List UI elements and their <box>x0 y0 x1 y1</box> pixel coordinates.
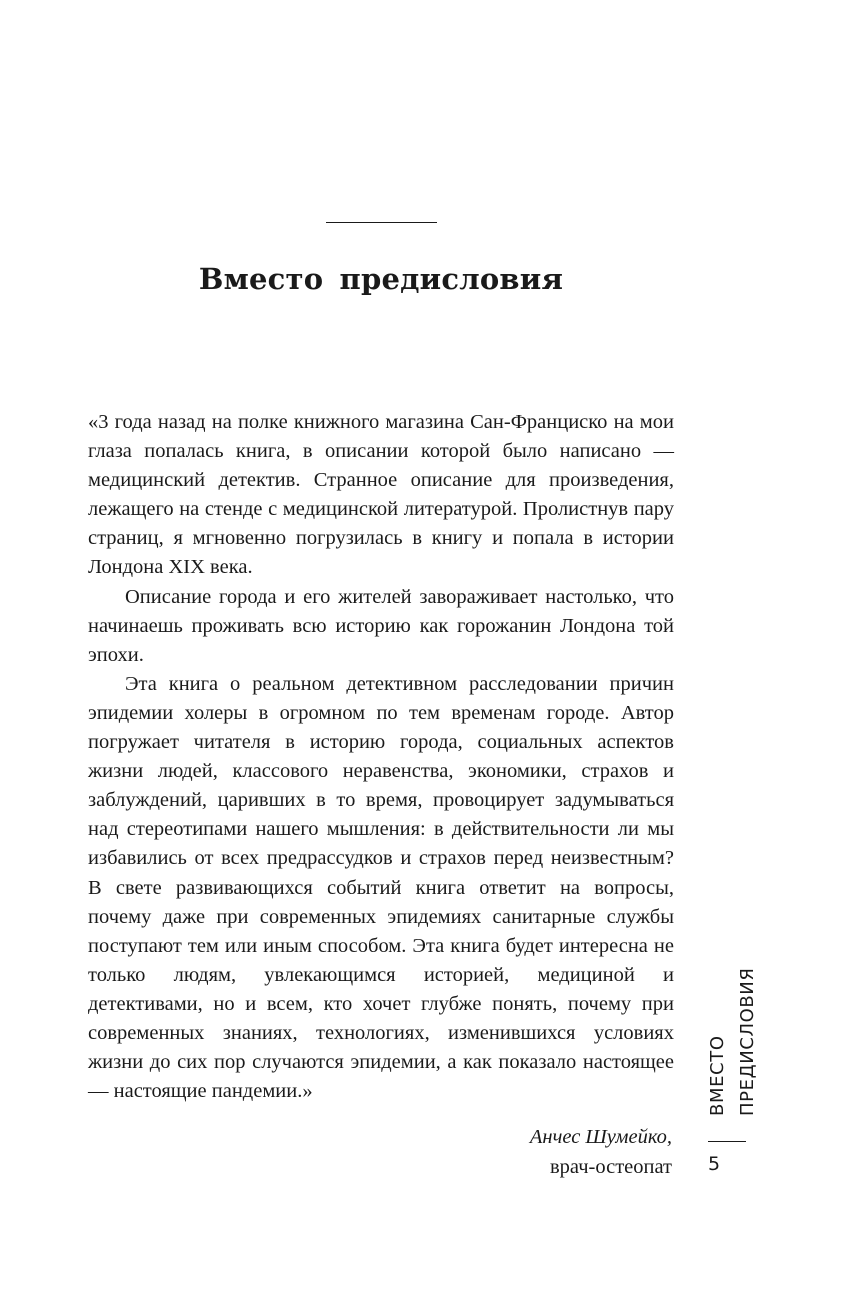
signature-author: Анчес Шумейко, <box>529 1126 672 1148</box>
signature <box>400 1123 672 1182</box>
page-number: 5 <box>708 1153 721 1175</box>
page-number-rule <box>708 1141 746 1142</box>
paragraph-2: Описание города и его жителей завораживает настолько, что начинаешь проживать всю историю как горожанин Лондона той эпохи. <box>88 585 674 666</box>
running-head: ВМЕСТО ПРЕДИСЛОВИЯ <box>707 967 758 1116</box>
top-divider <box>326 222 437 223</box>
foreword-text <box>88 408 674 1106</box>
paragraph-1: «3 года назад на полке книжного магазина Сан-Франциско на мои глаза попалась книга, в описании которой было написано — медицинский детектив. Странное описание для произведения, лежащего на стенде с медицинской литературой. Пролистнув пару страниц, я мгновенно погрузилась в книгу и попала в истории Лондона XIX века. <box>88 411 674 579</box>
signature-role: врач-остеопат <box>549 1155 672 1178</box>
paragraph-3: Эта книга о реальном детективном расследовании причин эпидемии холеры в огромном по тем временам городе. Автор погружает читателя в историю города, социальных аспектов жизни людей, классового неравенства, экономики, страхов и заблуждений, царивших в то время, провоцирует задумываться над стереотипами нашего мышления: в действительности ли мы избавились от всех предрассудков и страхов перед неизвестным? В свете развивающихся событий книга ответит на вопросы, почему даже при современных эпидемиях санитарные службы поступают тем или иным способом. Эта книга будет интересна не только людям, увлекающимся историей, медициной и детективами, но и всем, кто хочет глубже понять, почему при современных знаниях, технологиях, изменившихся условиях жизни до сих пор случаются эпидемии, а как показало настоящее — настоящие пандемии.» <box>88 672 674 1103</box>
page-title: Вместо предисловия <box>198 262 564 296</box>
